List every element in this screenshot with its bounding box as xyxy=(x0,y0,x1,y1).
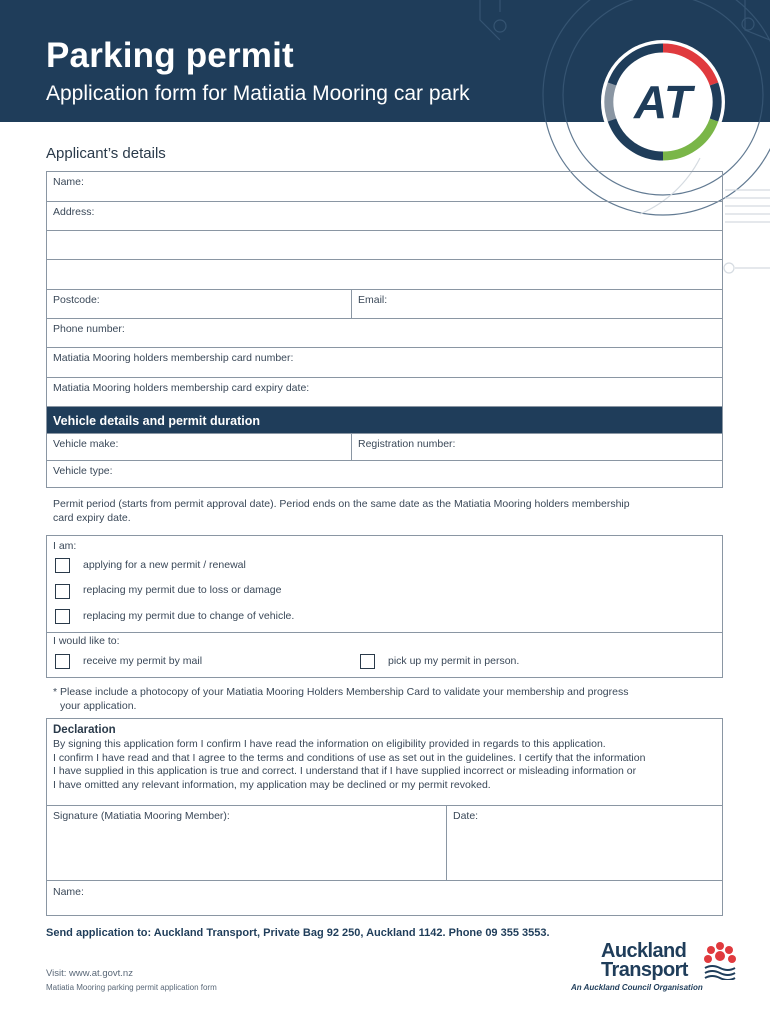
signature-field[interactable] xyxy=(47,806,446,880)
card-expiry-field[interactable] xyxy=(47,378,722,407)
permit-period-text xyxy=(53,497,723,525)
applicant-form xyxy=(46,171,723,488)
brand-line-1: Auckland xyxy=(601,940,687,962)
loss-damage-option: replacing my permit due to loss or damage xyxy=(83,584,282,596)
note-line-2: your application. xyxy=(60,700,137,712)
declaration-box xyxy=(46,718,723,916)
note-line-1: * Please include a photocopy of your Matiatia Mooring Holders Membership Card to validate your membership and progress xyxy=(53,686,629,698)
address-line-3[interactable] xyxy=(47,260,722,290)
brand-name xyxy=(601,942,688,980)
declaration-name-label: Name: xyxy=(53,886,84,898)
card-expiry-label: Matiatia Mooring holders membership card expiry date: xyxy=(53,382,310,394)
vehicle-type-field[interactable] xyxy=(47,461,722,487)
vehicle-type-label: Vehicle type: xyxy=(53,465,113,477)
visit-link[interactable]: Visit: www.at.govt.nz xyxy=(46,968,133,979)
email-label: Email: xyxy=(358,294,388,306)
make-registration-row xyxy=(47,434,722,461)
phone-label: Phone number: xyxy=(53,323,125,335)
postcode-label: Postcode: xyxy=(53,294,100,306)
declaration-line-2: I confirm I have read and that I agree to the terms and conditions of use as set out in the guidelines. I certify that the information xyxy=(53,751,646,764)
date-field[interactable] xyxy=(447,806,723,880)
page-title: Parking permit xyxy=(46,36,294,75)
address-label: Address: xyxy=(53,206,95,218)
logo-text: AT xyxy=(634,76,692,128)
pickup-checkbox[interactable] xyxy=(360,654,375,669)
would-like-label: I would like to: xyxy=(53,635,120,647)
options-divider xyxy=(47,632,722,633)
card-number-field[interactable] xyxy=(47,348,722,378)
phone-field[interactable] xyxy=(47,319,722,348)
declaration-line-4: I have omitted any relevant information, my application may be declined or my permit revoked. xyxy=(53,778,491,791)
new-permit-option: applying for a new permit / renewal xyxy=(83,559,246,571)
name-label: Name: xyxy=(53,176,84,188)
auckland-transport-logo xyxy=(570,940,740,996)
postcode-email-row xyxy=(47,290,722,319)
brand-line-2: Transport xyxy=(601,959,688,981)
new-permit-checkbox[interactable] xyxy=(55,558,70,573)
pohutukawa-flower-icon xyxy=(703,940,737,980)
declaration-title: Declaration xyxy=(53,724,116,736)
options-box xyxy=(46,535,723,678)
form-name-footer: Matiatia Mooring parking permit application form xyxy=(46,983,217,992)
pickup-option: pick up my permit in person. xyxy=(388,655,520,667)
declaration-name-field[interactable] xyxy=(47,881,723,915)
brand-tagline: An Auckland Council Organisation xyxy=(571,983,703,992)
mail-checkbox[interactable] xyxy=(55,654,70,669)
registration-label: Registration number: xyxy=(358,438,456,450)
signature-label: Signature (Matiatia Mooring Member): xyxy=(53,810,230,822)
mail-option: receive my permit by mail xyxy=(83,655,203,667)
declaration-line-1: By signing this application form I confirm I have read the information on eligibility provided in regards to this application. xyxy=(53,738,606,750)
send-application-text: Send application to: Auckland Transport, Private Bag 92 250, Auckland 1142. Phone 09 355 3553. xyxy=(46,927,550,939)
name-field[interactable] xyxy=(47,172,722,202)
date-label: Date: xyxy=(453,810,479,822)
permit-period-line-2: card expiry date. xyxy=(53,512,131,524)
vehicle-change-option: replacing my permit due to change of vehicle. xyxy=(83,610,295,622)
at-logo-icon xyxy=(597,36,729,168)
address-line-2[interactable] xyxy=(47,231,722,260)
vehicle-heading-text: Vehicle details and permit duration xyxy=(53,414,260,428)
declaration-line-3: I have supplied in this application is true and correct. I understand that if I have supplied incorrect or misleading information or xyxy=(53,765,637,778)
applicant-details-heading: Applicant’s details xyxy=(46,145,166,162)
vehicle-change-checkbox[interactable] xyxy=(55,609,70,624)
vehicle-make-label: Vehicle make: xyxy=(53,438,119,450)
address-field[interactable] xyxy=(47,202,722,231)
card-number-label: Matiatia Mooring holders membership card number: xyxy=(53,352,294,364)
declaration-text xyxy=(53,738,721,792)
photocopy-note xyxy=(53,685,723,713)
vehicle-section-heading xyxy=(47,407,722,434)
loss-damage-checkbox[interactable] xyxy=(55,584,70,599)
permit-period-line-1: Permit period (starts from permit approval date). Period ends on the same date as the Matiatia Mooring holders membership xyxy=(53,498,630,510)
page-subtitle: Application form for Matiatia Mooring car park xyxy=(46,82,470,105)
i-am-label: I am: xyxy=(53,540,77,552)
